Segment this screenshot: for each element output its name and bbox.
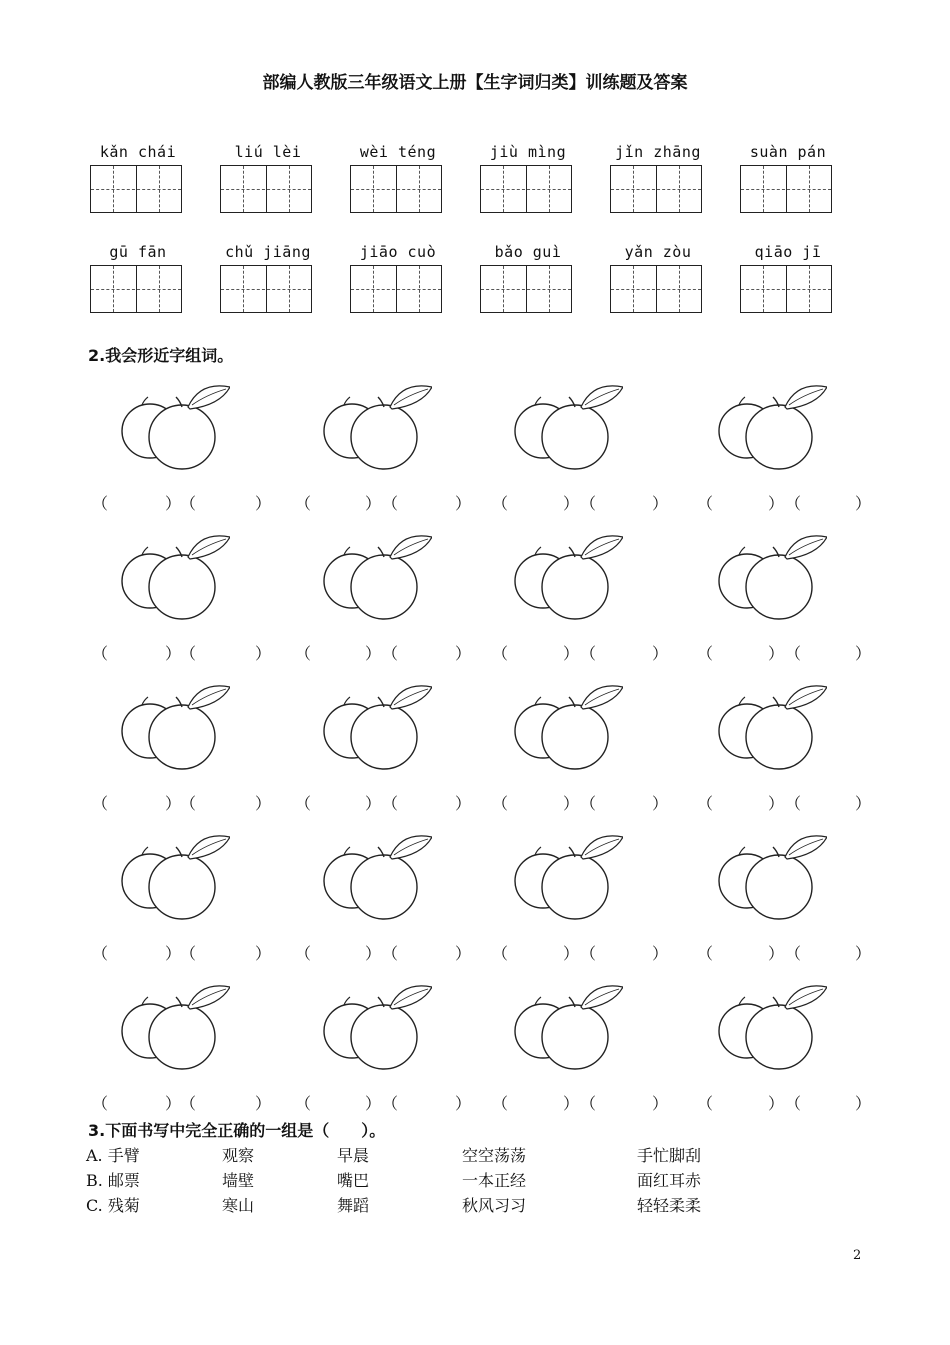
close-paren: ）	[652, 494, 669, 513]
open-paren: （	[697, 794, 714, 813]
apple-pair	[120, 835, 310, 925]
pinyin-item	[740, 143, 836, 213]
q3-option-label[interactable]: A. 手臂	[86, 1146, 140, 1165]
close-paren: ）	[652, 1094, 669, 1113]
open-paren: （	[180, 494, 197, 513]
pinyin-item	[90, 143, 186, 213]
open-paren: （	[92, 1094, 109, 1113]
close-paren: ）	[768, 494, 785, 513]
open-paren: （	[92, 494, 109, 513]
close-paren: ）	[365, 1094, 382, 1113]
apple-pair	[717, 385, 907, 475]
pinyin-text: kǎn chái	[99, 143, 177, 161]
open-paren: （	[295, 794, 312, 813]
open-paren: （	[180, 1094, 197, 1113]
apple-icon	[120, 835, 230, 925]
close-paren: ）	[365, 644, 382, 663]
close-paren: ）	[768, 794, 785, 813]
close-paren: ）	[455, 644, 472, 663]
pinyin-item	[220, 243, 316, 313]
open-paren: （	[295, 944, 312, 963]
open-paren: （	[382, 944, 399, 963]
apple-pair	[120, 685, 310, 775]
open-paren: （	[785, 1094, 802, 1113]
apple-icon	[513, 535, 623, 625]
apple-icon	[322, 535, 432, 625]
apple-pair	[513, 985, 703, 1075]
character-writing-box[interactable]	[220, 165, 312, 213]
open-paren: （	[580, 1094, 597, 1113]
pinyin-text: jǐn zhāng	[615, 143, 701, 161]
open-paren: （	[492, 644, 509, 663]
pinyin-text: suàn pán	[749, 143, 827, 161]
close-paren: ）	[455, 944, 472, 963]
character-writing-box[interactable]	[350, 165, 442, 213]
apple-pair	[513, 835, 703, 925]
close-paren: ）	[563, 494, 580, 513]
apple-pair	[322, 685, 512, 775]
pinyin-item	[610, 143, 706, 213]
open-paren: （	[492, 944, 509, 963]
open-paren: （	[382, 494, 399, 513]
pinyin-text: jiāo cuò	[359, 243, 437, 261]
close-paren: ）	[768, 1094, 785, 1113]
close-paren: ）	[855, 494, 872, 513]
close-paren: ）	[165, 644, 182, 663]
close-paren: ）	[563, 944, 580, 963]
close-paren: ）	[652, 944, 669, 963]
pinyin-item	[610, 243, 706, 313]
open-paren: （	[785, 944, 802, 963]
open-paren: （	[580, 494, 597, 513]
open-paren: （	[697, 494, 714, 513]
apple-pair	[717, 985, 907, 1075]
pinyin-text: gū fān	[109, 243, 167, 261]
close-paren: ）	[455, 1094, 472, 1113]
close-paren: ）	[855, 794, 872, 813]
character-writing-box[interactable]	[90, 165, 182, 213]
open-paren: （	[785, 644, 802, 663]
character-writing-box[interactable]	[350, 265, 442, 313]
close-paren: ）	[855, 944, 872, 963]
close-paren: ）	[455, 794, 472, 813]
character-writing-box[interactable]	[90, 265, 182, 313]
open-paren: （	[580, 794, 597, 813]
open-paren: （	[180, 944, 197, 963]
apple-icon	[717, 535, 827, 625]
open-paren: （	[180, 644, 197, 663]
close-paren: ）	[563, 644, 580, 663]
q3-option-label[interactable]: C. 残菊	[86, 1196, 140, 1215]
q2-heading: 2.我会形近字组词。	[88, 346, 234, 365]
close-paren: ）	[165, 944, 182, 963]
open-paren: （	[580, 644, 597, 663]
close-paren: ）	[855, 1094, 872, 1113]
pinyin-item	[740, 243, 836, 313]
apple-icon	[120, 685, 230, 775]
apple-icon	[120, 985, 230, 1075]
apple-pair	[513, 685, 703, 775]
open-paren: （	[382, 794, 399, 813]
pinyin-text: qiāo jī	[754, 243, 822, 261]
close-paren: ）	[255, 644, 272, 663]
close-paren: ）	[652, 644, 669, 663]
apple-pair	[120, 535, 310, 625]
apple-icon	[322, 835, 432, 925]
apple-pair	[322, 535, 512, 625]
close-paren: ）	[365, 494, 382, 513]
close-paren: ）	[365, 944, 382, 963]
apple-icon	[513, 985, 623, 1075]
apple-icon	[717, 685, 827, 775]
q3-option-word: 轻轻柔柔	[637, 1196, 702, 1215]
apple-pair	[322, 985, 512, 1075]
q3-option-word: 空空荡荡	[462, 1146, 527, 1165]
open-paren: （	[785, 494, 802, 513]
q3-option-word: 早晨	[337, 1146, 370, 1165]
close-paren: ）	[165, 1094, 182, 1113]
pinyin-item	[480, 243, 576, 313]
pinyin-text: wèi téng	[359, 143, 437, 161]
apple-icon	[322, 985, 432, 1075]
pinyin-item	[350, 143, 446, 213]
pinyin-text: yǎn zòu	[624, 243, 692, 261]
apple-icon	[513, 835, 623, 925]
close-paren: ）	[455, 494, 472, 513]
open-paren: （	[295, 494, 312, 513]
q3-option-word: 手忙脚刮	[637, 1146, 702, 1165]
pinyin-item	[220, 143, 316, 213]
apple-pair	[322, 835, 512, 925]
close-paren: ）	[768, 944, 785, 963]
apple-icon	[513, 685, 623, 775]
apple-pair	[717, 535, 907, 625]
open-paren: （	[180, 794, 197, 813]
open-paren: （	[295, 1094, 312, 1113]
open-paren: （	[492, 1094, 509, 1113]
open-paren: （	[697, 944, 714, 963]
pinyin-item	[350, 243, 446, 313]
close-paren: ）	[255, 1094, 272, 1113]
pinyin-text: liú lèi	[234, 143, 302, 161]
open-paren: （	[785, 794, 802, 813]
q3-heading: 3.下面书写中完全正确的一组是（ ）。	[88, 1121, 386, 1140]
open-paren: （	[492, 494, 509, 513]
close-paren: ）	[165, 494, 182, 513]
apple-icon	[120, 385, 230, 475]
close-paren: ）	[855, 644, 872, 663]
q3-option-word: 墙壁	[222, 1171, 255, 1190]
pinyin-text: bǎo guì	[494, 243, 562, 261]
open-paren: （	[92, 944, 109, 963]
pinyin-item	[90, 243, 186, 313]
open-paren: （	[382, 644, 399, 663]
character-writing-box[interactable]	[740, 265, 832, 313]
apple-icon	[513, 385, 623, 475]
close-paren: ）	[255, 944, 272, 963]
q3-option-word: 观察	[222, 1146, 255, 1165]
apple-icon	[322, 385, 432, 475]
open-paren: （	[92, 644, 109, 663]
q3-option-word: 嘴巴	[337, 1171, 370, 1190]
q3-option-word: 舞蹈	[337, 1196, 370, 1215]
close-paren: ）	[255, 794, 272, 813]
open-paren: （	[580, 944, 597, 963]
apple-icon	[322, 685, 432, 775]
apple-icon	[120, 535, 230, 625]
close-paren: ）	[365, 794, 382, 813]
pinyin-text: chǔ jiāng	[225, 243, 311, 261]
apple-icon	[717, 835, 827, 925]
apple-pair	[322, 385, 512, 475]
open-paren: （	[697, 1094, 714, 1113]
open-paren: （	[92, 794, 109, 813]
open-paren: （	[492, 794, 509, 813]
apple-pair	[513, 535, 703, 625]
apple-pair	[717, 835, 907, 925]
pinyin-text: jiù mìng	[489, 143, 567, 161]
close-paren: ）	[652, 794, 669, 813]
apple-icon	[717, 385, 827, 475]
close-paren: ）	[563, 1094, 580, 1113]
open-paren: （	[295, 644, 312, 663]
apple-icon	[717, 985, 827, 1075]
q3-option-word: 面红耳赤	[637, 1171, 702, 1190]
close-paren: ）	[563, 794, 580, 813]
open-paren: （	[697, 644, 714, 663]
apple-pair	[717, 685, 907, 775]
page-number: 2	[853, 1248, 862, 1263]
page-title: 部编人教版三年级语文上册【生字词归类】训练题及答案	[262, 73, 688, 93]
close-paren: ）	[768, 644, 785, 663]
apple-pair	[513, 385, 703, 475]
q3-option-word: 寒山	[222, 1196, 255, 1215]
character-writing-box[interactable]	[610, 165, 702, 213]
q3-option-label[interactable]: B. 邮票	[86, 1171, 140, 1190]
q3-option-word: 一本正经	[462, 1171, 527, 1190]
open-paren: （	[382, 1094, 399, 1113]
character-writing-box[interactable]	[740, 165, 832, 213]
close-paren: ）	[255, 494, 272, 513]
q3-option-word: 秋风习习	[462, 1196, 527, 1215]
apple-pair	[120, 985, 310, 1075]
character-writing-box[interactable]	[220, 265, 312, 313]
character-writing-box[interactable]	[610, 265, 702, 313]
character-writing-box[interactable]	[480, 165, 572, 213]
apple-pair	[120, 385, 310, 475]
character-writing-box[interactable]	[480, 265, 572, 313]
pinyin-item	[480, 143, 576, 213]
close-paren: ）	[165, 794, 182, 813]
